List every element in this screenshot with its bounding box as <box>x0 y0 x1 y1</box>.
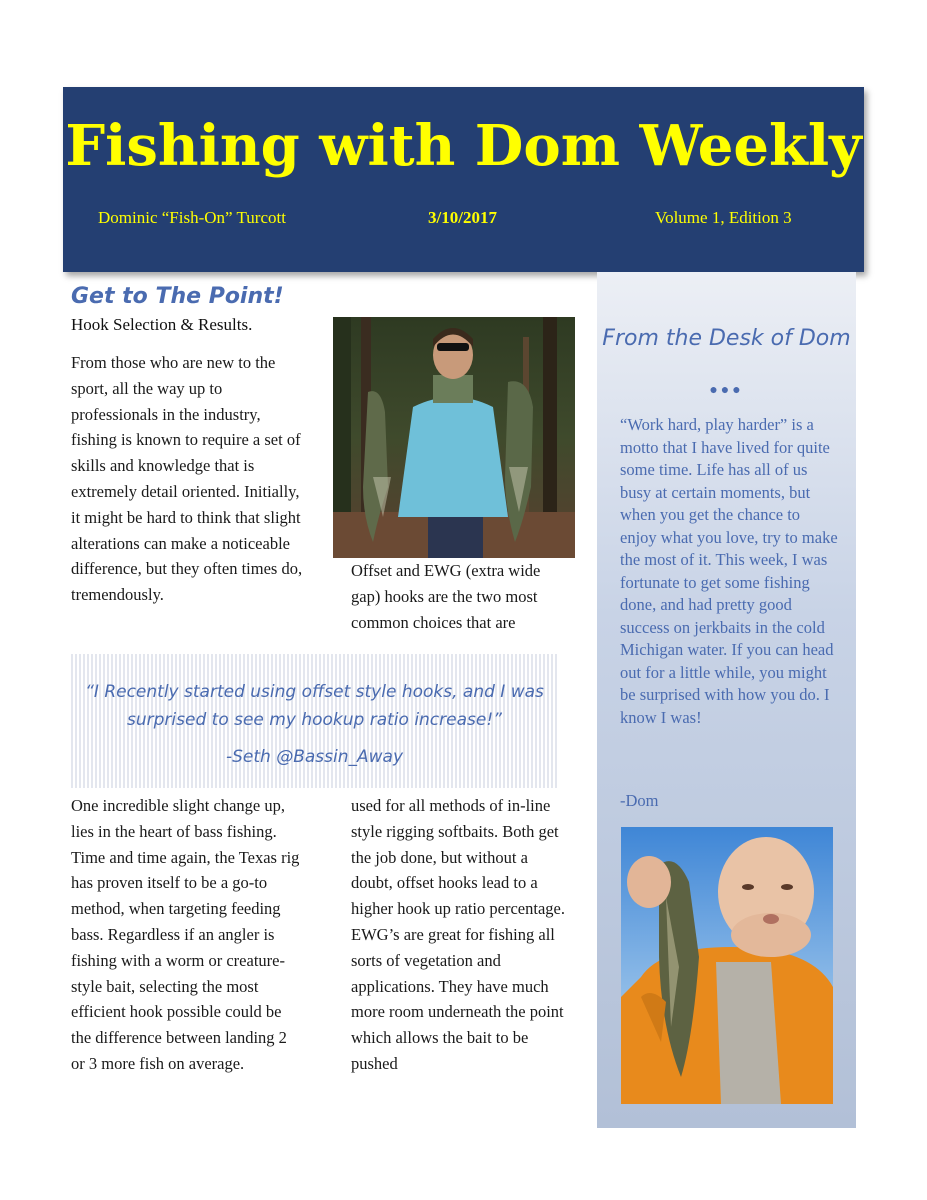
issue-date: 3/10/2017 <box>428 208 497 227</box>
article-paragraph: From those who are new to the sport, all the way up to professionals in the industry, fishing is known to require a set of skills and knowledge that is extremely detail oriented. Initially, it might be hard to think that slight alterations can make a noticeable difference, but they often times do, tremendously. <box>71 353 303 605</box>
article-heading: Get to The Point! <box>71 284 284 309</box>
article-column-1-top <box>71 350 303 608</box>
article-column-1-bottom <box>71 793 303 1077</box>
pull-quote <box>71 654 558 788</box>
masthead <box>63 87 864 272</box>
sidebar-body: “Work hard, play harder” is a motto that I have lived for quite some time. Life has all of us busy at certain moments, but when you get the chance to enjoy what you love, try to make the most of it. This week, I was fortunate to get some fishing done, and had pretty good success on jerkbaits in the cold Michigan water. If you can head out for a little while, you might be surprised with how you do. I know I was! <box>620 415 838 727</box>
article-column-2-bottom <box>351 793 566 1077</box>
article-paragraph: Offset and EWG (extra wide gap) hooks are the two most common choices that are <box>351 561 541 632</box>
pull-quote-text: “I Recently started using offset style hooks, and I was surprised to see my hookup ratio increase!” <box>85 682 544 730</box>
author-name: Dominic “Fish-On” Turcott <box>98 208 286 227</box>
newsletter-title: Fishing with Dom Weekly <box>65 113 862 179</box>
article-paragraph: used for all methods of in-line style rigging softbaits. Both get the job done, but without a doubt, offset hooks lead to a higher hook up ratio percentage. EWG’s are great for fishing all sorts of vegetation and applications. They have much more room underneath the point which allows the bait to be pushed <box>351 796 565 1073</box>
volume-edition: Volume 1, Edition 3 <box>655 208 792 227</box>
pull-quote-attribution: -Seth @Bassin_Away <box>225 747 404 767</box>
article-subheading: Hook Selection & Results. <box>71 315 253 334</box>
fisherman-photo <box>333 317 575 558</box>
sidebar-divider-dots: ●●● <box>709 383 744 398</box>
article-column-2-top <box>351 558 566 635</box>
sidebar-title: From the Desk of Dom <box>602 326 851 351</box>
sidebar-signature: -Dom <box>620 791 659 810</box>
article-paragraph: One incredible slight change up, lies in the heart of bass fishing. Time and time again, the Texas rig has proven itself to be a go-to method, when targeting feeding bass. Regardless if an angler is fishing with a worm or creature-style bait, selecting the most efficient hook possible could be the difference between landing 2 or 3 more fish on average. <box>71 796 300 1073</box>
dom-photo <box>621 827 833 1104</box>
